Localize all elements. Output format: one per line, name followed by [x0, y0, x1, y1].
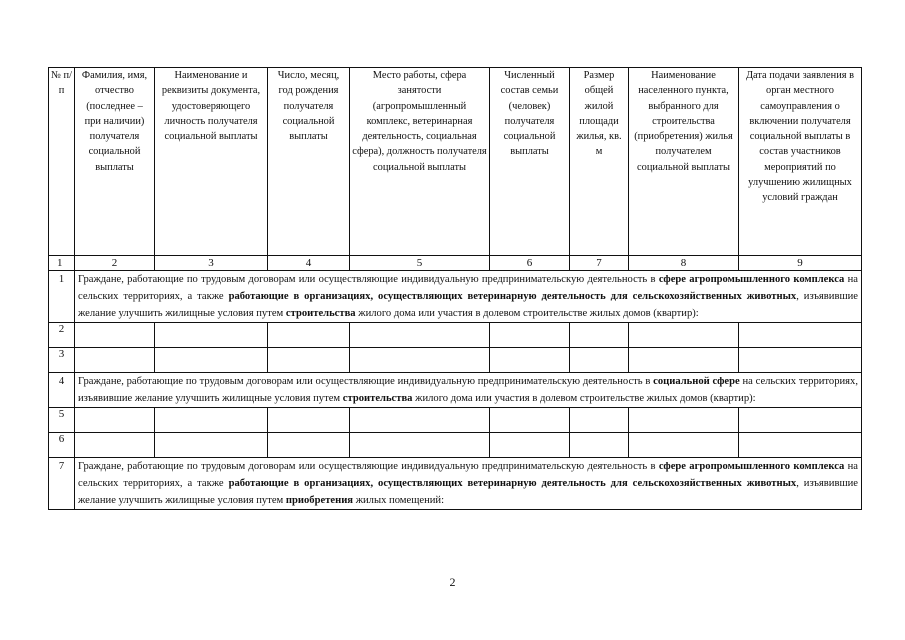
- header-family-size: Численный состав семьи (человек) получателя социальной выплаты: [490, 68, 570, 256]
- column-number: 6: [490, 256, 570, 271]
- row-number: 3: [49, 348, 75, 373]
- table-row: [49, 433, 862, 458]
- header-settlement: Наименование населенного пункта, выбранного для строительства (приобретения) жилья получателем социальной выплаты: [629, 68, 739, 256]
- column-number: 7: [570, 256, 629, 271]
- row-number: 5: [49, 408, 75, 433]
- column-number: 3: [155, 256, 268, 271]
- category-row-agro-construction: [49, 271, 862, 323]
- column-number: 9: [739, 256, 862, 271]
- row-number: 2: [49, 323, 75, 348]
- category-description: Граждане, работающие по трудовым договорам или осуществляющие индивидуальную предпринимательскую деятельность в сфере агропромышленного комплекса на сельских территориях, а также работающие в организациях, осуществляющих ветеринарную деятельность для сельскохозяйственных животных, изъявившие желание улучшить жилищные условия путем строительства жилого дома или участия в долевом строительстве жилых домов (квартир):: [75, 271, 862, 323]
- row-number: 4: [49, 373, 75, 408]
- table-row: [49, 408, 862, 433]
- category-row-agro-purchase: [49, 458, 862, 510]
- header-living-area: Размер общей жилой площади жилья, кв. м: [570, 68, 629, 256]
- column-number: 1: [49, 256, 75, 271]
- category-row-social-construction: [49, 373, 862, 408]
- header-number: № п/п: [49, 68, 75, 256]
- page-number: 2: [449, 575, 456, 589]
- row-number: 1: [49, 271, 75, 323]
- column-number: 2: [75, 256, 155, 271]
- category-description: Граждане, работающие по трудовым договорам или осуществляющие индивидуальную предпринимательскую деятельность в социальной сфере на сельских территориях, изъявившие желание улучшить жилищные условия путем строительства жилого дома или участия в долевом строительстве жилых домов (квартир):: [75, 373, 862, 408]
- header-full-name: Фамилия, имя, отчество (последнее – при наличии) получателя социальной выплаты: [75, 68, 155, 256]
- header-workplace: Место работы, сфера занятости (агропромышленный комплекс, ветеринарная деятельность, социальная сфера), должность получателя социальной выплаты: [350, 68, 490, 256]
- column-number-row: [49, 256, 862, 271]
- category-description: Граждане, работающие по трудовым договорам или осуществляющие индивидуальную предпринимательскую деятельность в сфере агропромышленного комплекса на сельских территориях, а также работающие в организациях, осуществляющих ветеринарную деятельность для сельскохозяйственных животных, изъявившие желание улучшить жилищные условия путем приобретения жилых помещений:: [75, 458, 862, 510]
- table-row: [49, 323, 862, 348]
- header-application-date: Дата подачи заявления в орган местного самоуправления о включении получателя социальной выплаты в состав участников мероприятий по улучшению жилищных условий граждан: [739, 68, 862, 256]
- row-number: 6: [49, 433, 75, 458]
- participants-register-table: [48, 67, 862, 510]
- header-birth-date: Число, месяц, год рождения получателя социальной выплаты: [268, 68, 350, 256]
- table-row: [49, 348, 862, 373]
- column-number: 8: [629, 256, 739, 271]
- column-number: 5: [350, 256, 490, 271]
- row-number: 7: [49, 458, 75, 510]
- column-number: 4: [268, 256, 350, 271]
- header-identity-document: Наименование и реквизиты документа, удостоверяющего личность получателя социальной выплаты: [155, 68, 268, 256]
- header-row: [49, 68, 862, 256]
